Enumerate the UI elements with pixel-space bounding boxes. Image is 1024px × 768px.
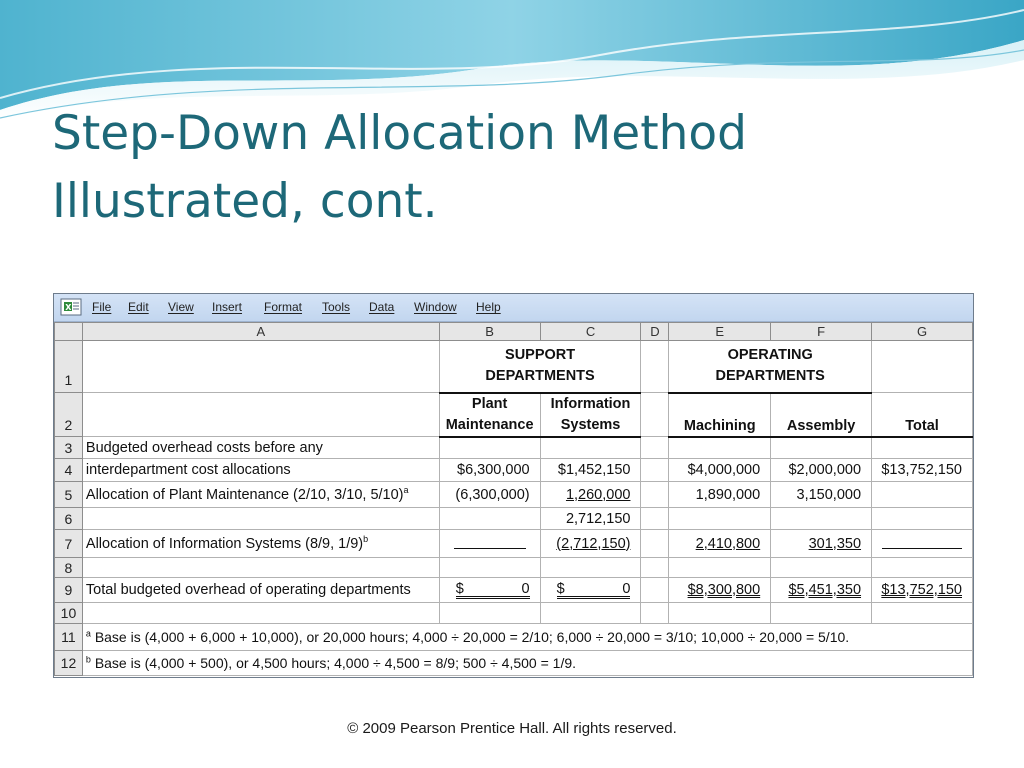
row5-label-cell[interactable] xyxy=(82,482,439,508)
row-header-7[interactable]: 7 xyxy=(55,530,83,558)
cell-a2[interactable] xyxy=(82,393,439,437)
menu-window[interactable]: Window xyxy=(414,300,457,314)
underline-rule xyxy=(882,534,962,549)
cell-b6[interactable] xyxy=(439,508,540,530)
total-header[interactable]: Total xyxy=(872,393,973,437)
cell-d5[interactable] xyxy=(641,482,669,508)
cell-d4[interactable] xyxy=(641,459,669,482)
cell-f9-value: $5,451,350 xyxy=(788,582,862,598)
menu-format[interactable]: Format xyxy=(264,300,303,314)
column-header-b[interactable]: B xyxy=(439,323,540,341)
cell-b10[interactable] xyxy=(439,603,540,624)
cell-b4[interactable]: $6,300,000 xyxy=(439,459,540,482)
row-header-8[interactable]: 8 xyxy=(55,558,83,578)
cell-c8[interactable] xyxy=(540,558,641,578)
row9-label[interactable]: Total budgeted overhead of operating departments xyxy=(82,578,439,603)
cell-e7[interactable] xyxy=(669,530,771,558)
row-header-4[interactable]: 4 xyxy=(55,459,83,482)
cell-d10[interactable] xyxy=(641,603,669,624)
column-header-d[interactable]: D xyxy=(641,323,669,341)
cell-f7[interactable] xyxy=(771,530,872,558)
cell-e3[interactable] xyxy=(669,437,771,459)
menu-view[interactable]: View xyxy=(168,300,194,314)
spreadsheet-window xyxy=(53,293,974,678)
cell-b5[interactable]: (6,300,000) xyxy=(439,482,540,508)
cell-c5[interactable] xyxy=(540,482,641,508)
cell-e7-value: 2,410,800 xyxy=(695,535,761,552)
cell-c4[interactable]: $1,452,150 xyxy=(540,459,641,482)
column-header-f[interactable]: F xyxy=(771,323,872,341)
menu-data[interactable]: Data xyxy=(369,300,395,314)
cell-d9[interactable] xyxy=(641,578,669,603)
cell-g7[interactable] xyxy=(872,530,973,558)
cell-b8[interactable] xyxy=(439,558,540,578)
footnote-a-text: Base is (4,000 + 6,000 + 10,000), or 20,000 hours; 4,000 ÷ 20,000 = 2/10; 6,000 ÷ 20,000 = 3/10; 10,000 ÷ 20,000 = 5/10. xyxy=(94,629,850,645)
cell-g8[interactable] xyxy=(872,558,973,578)
select-all-corner[interactable] xyxy=(55,323,83,341)
row-header-3[interactable]: 3 xyxy=(55,437,83,459)
cell-c10[interactable] xyxy=(540,603,641,624)
row-header-11[interactable]: 11 xyxy=(55,624,83,651)
copyright-footer: © 2009 Pearson Prentice Hall. All rights reserved. xyxy=(347,720,677,737)
support-departments-header[interactable] xyxy=(439,341,641,393)
operating-header-line2: DEPARTMENTS xyxy=(715,368,825,385)
cell-e9[interactable] xyxy=(669,578,771,603)
support-header-line2: DEPARTMENTS xyxy=(485,368,595,385)
cell-g3[interactable] xyxy=(872,437,973,459)
cell-f7-value: 301,350 xyxy=(808,535,862,552)
row3-label[interactable]: Budgeted overhead costs before any xyxy=(82,437,439,459)
row4-label[interactable]: interdepartment cost allocations xyxy=(82,459,439,482)
cell-b9-value: 0 xyxy=(521,581,530,597)
cell-b9-sign: $ xyxy=(455,581,464,597)
footnote-b-mark: b xyxy=(85,654,91,665)
operating-header-line1: OPERATING xyxy=(727,347,813,364)
cell-g4[interactable]: $13,752,150 xyxy=(872,459,973,482)
menu-file[interactable]: File xyxy=(92,300,112,314)
slide-title-line1: Step-Down Allocation Method xyxy=(52,106,747,161)
cell-g9[interactable] xyxy=(872,578,973,603)
footnote-a-mark: a xyxy=(85,628,91,639)
double-underline xyxy=(456,596,530,599)
support-header-line1: SUPPORT xyxy=(505,347,576,364)
row-header-1[interactable]: 1 xyxy=(55,341,83,393)
cell-e4[interactable]: $4,000,000 xyxy=(669,459,771,482)
cell-a8[interactable] xyxy=(82,558,439,578)
cell-d1[interactable] xyxy=(641,341,669,393)
cell-d8[interactable] xyxy=(641,558,669,578)
cell-c9-sign: $ xyxy=(556,581,565,597)
cell-d7[interactable] xyxy=(641,530,669,558)
slide-title xyxy=(52,100,747,236)
svg-text:X: X xyxy=(65,302,72,312)
row-header-5[interactable]: 5 xyxy=(55,482,83,508)
column-header-c[interactable]: C xyxy=(540,323,641,341)
cell-c6[interactable]: 2,712,150 xyxy=(540,508,641,530)
cell-e8[interactable] xyxy=(669,558,771,578)
row-header-10[interactable]: 10 xyxy=(55,603,83,624)
row-header-12[interactable]: 12 xyxy=(55,651,83,676)
worksheet-grid xyxy=(54,322,973,676)
cell-c9[interactable] xyxy=(540,578,641,603)
cell-g5[interactable] xyxy=(872,482,973,508)
cell-a6[interactable] xyxy=(82,508,439,530)
cell-e5[interactable]: 1,890,000 xyxy=(669,482,771,508)
cell-f5[interactable]: 3,150,000 xyxy=(771,482,872,508)
assembly-header[interactable]: Assembly xyxy=(771,393,872,437)
cell-f8[interactable] xyxy=(771,558,872,578)
cell-d3[interactable] xyxy=(641,437,669,459)
cell-c7-value: (2,712,150) xyxy=(556,535,631,552)
footnote-b-marker: b xyxy=(363,533,369,544)
machining-header[interactable]: Machining xyxy=(669,393,771,437)
plant-header-line1: Plant xyxy=(471,395,508,412)
information-systems-header[interactable] xyxy=(540,393,641,437)
excel-app-icon[interactable] xyxy=(60,298,82,316)
double-underline xyxy=(557,596,631,599)
cell-e6[interactable] xyxy=(669,508,771,530)
cell-g10[interactable] xyxy=(872,603,973,624)
operating-departments-header[interactable] xyxy=(669,341,872,393)
footnote-b-text: Base is (4,000 + 500), or 4,500 hours; 4,000 ÷ 4,500 = 8/9; 500 ÷ 4,500 = 1/9. xyxy=(94,655,577,671)
info-header-line2: Systems xyxy=(560,416,621,433)
plant-header-line2: Maintenance xyxy=(445,416,534,433)
cell-f4[interactable]: $2,000,000 xyxy=(771,459,872,482)
menu-bar xyxy=(54,294,973,322)
cell-a10[interactable] xyxy=(82,603,439,624)
cell-e10[interactable] xyxy=(669,603,771,624)
cell-f10[interactable] xyxy=(771,603,872,624)
underline-rule xyxy=(454,534,526,549)
cell-a1[interactable] xyxy=(82,341,439,393)
row-header-9[interactable]: 9 xyxy=(55,578,83,603)
plant-maintenance-header[interactable] xyxy=(439,393,540,437)
cell-b9[interactable] xyxy=(439,578,540,603)
column-header-e[interactable]: E xyxy=(669,323,771,341)
cell-f9[interactable] xyxy=(771,578,872,603)
cell-b7[interactable] xyxy=(439,530,540,558)
cell-g1[interactable] xyxy=(872,341,973,393)
cell-c3[interactable] xyxy=(540,437,641,459)
slide-title-line2: Illustrated, cont. xyxy=(52,174,438,229)
cell-g6[interactable] xyxy=(872,508,973,530)
column-header-a[interactable]: A xyxy=(82,323,439,341)
cell-f3[interactable] xyxy=(771,437,872,459)
footnote-b[interactable] xyxy=(82,651,972,676)
info-header-line1: Information xyxy=(550,395,631,412)
footnote-a-marker: a xyxy=(403,484,409,495)
cell-e9-value: $8,300,800 xyxy=(687,582,761,598)
menu-insert[interactable]: Insert xyxy=(212,300,243,314)
cell-d2[interactable] xyxy=(641,393,669,437)
row-header-6[interactable]: 6 xyxy=(55,508,83,530)
column-header-g[interactable]: G xyxy=(872,323,973,341)
cell-c9-value: 0 xyxy=(622,581,631,597)
row5-label: Allocation of Plant Maintenance (2/10, 3/10, 5/10) xyxy=(85,486,404,503)
footnote-a[interactable] xyxy=(82,624,972,651)
menu-tools[interactable]: Tools xyxy=(322,300,351,314)
row-header-2[interactable]: 2 xyxy=(55,393,83,437)
cell-f6[interactable] xyxy=(771,508,872,530)
cell-d6[interactable] xyxy=(641,508,669,530)
cell-b3[interactable] xyxy=(439,437,540,459)
menu-help[interactable]: Help xyxy=(476,300,501,314)
row7-label-cell[interactable] xyxy=(82,530,439,558)
cell-c7[interactable] xyxy=(540,530,641,558)
cell-g9-value: $13,752,150 xyxy=(881,582,962,598)
cell-c5-value: 1,260,000 xyxy=(565,486,631,503)
menu-edit[interactable]: Edit xyxy=(128,300,149,314)
row7-label: Allocation of Information Systems (8/9, 1/9) xyxy=(85,535,364,552)
